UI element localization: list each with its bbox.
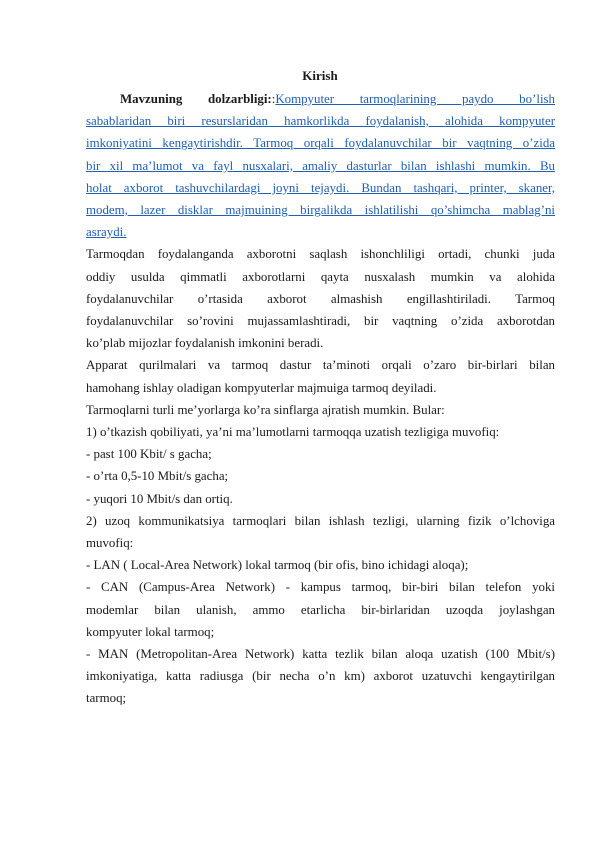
list-heading: 1) o’tkazish qobiliyati, ya’ni ma’lumotlarni tarmoqqa uzatish tezligiga muvofiq: xyxy=(86,425,500,440)
relevance-label: Mavzuning dolzarbligi: xyxy=(120,92,272,106)
text-line: - MAN (Metropolitan-Area Network) katta tezlik bilan aloqa uzatish (100 Mbit/s) xyxy=(86,647,555,662)
list-item: - LAN ( Local-Area Network) lokal tarmoq (bir ofis, bino ichidagi aloqa); xyxy=(86,558,469,573)
document-body xyxy=(86,88,555,710)
text-line: Tarmoqdan foydalanganda axborotni saqlash ishonchliligi ortadi, chunki juda xyxy=(86,247,555,262)
list-item: - o’rta 0,5-10 Mbit/s gacha; xyxy=(86,469,229,484)
text-line: foydalanuvchilar o’rtasida axborot almashish engillashtiriladi. Tarmoq xyxy=(86,291,555,306)
text-line: kompyuter lokal tarmoq; xyxy=(86,624,215,639)
list-heading: muvofiq: xyxy=(86,536,134,551)
list-item xyxy=(86,576,555,643)
relevance-link-line[interactable]: asraydi. xyxy=(86,225,127,240)
page-title: Kirish xyxy=(302,68,338,83)
text-line: tarmoq; xyxy=(86,691,127,706)
relevance-paragraph xyxy=(86,88,555,243)
text-line: Apparat qurilmalari va tarmoq dastur ta’minoti orqali o’zaro bir-birlari bilan xyxy=(86,358,555,373)
list-item: - yuqori 10 Mbit/s dan ortiq. xyxy=(86,491,233,506)
paragraph xyxy=(86,243,555,354)
text-line: foydalanuvchilar so’rovini mujassamlashtiradi, bir vaqtning o’zida axborotdan xyxy=(86,314,555,329)
relevance-link-line[interactable]: modem, lazer disklar majmuining birgalikda ishlatilishi qo’shimcha mablag’ni xyxy=(86,203,555,218)
text-line: imkoniyatiga, katta radiusga (bir necha o’n km) axborot uzatuvchi kengaytirilgan xyxy=(86,669,555,684)
relevance-link-line[interactable]: Kompyuter tarmoqlarining paydo bo’lish xyxy=(275,92,555,106)
relevance-first-line xyxy=(86,88,555,110)
relevance-link-line[interactable]: sabablaridan biri resurslaridan hamkorlikda foydalanish, alohida kompyuter xyxy=(86,114,555,129)
text-line: - CAN (Campus-Area Network) - kampus tarmoq, bir-biri bilan telefon yoki xyxy=(86,580,555,595)
list-item: - past 100 Kbit/ s gacha; xyxy=(86,447,212,462)
paragraph xyxy=(86,354,555,398)
text-line: ko’plab mijozlar foydalanish imkonini beradi. xyxy=(86,336,324,351)
text-line: Tarmoqlarni turli me’yorlarga ko’ra sinflarga ajratish mumkin. Bular: xyxy=(86,402,445,417)
text-line: modemlar bilan ulanish, ammo etarlicha bir-birlaridan uzoqda joylashgan xyxy=(86,602,555,617)
list-heading: 2) uzoq kommunikatsiya tarmoqlari bilan ishlash tezligi, ularning fizik o’lchoviga xyxy=(86,513,555,528)
list-item xyxy=(86,643,555,710)
relevance-link-line[interactable]: bir xil ma’lumot va fayl nusxalari, amaliy dasturlar bilan ishlashi mumkin. Bu xyxy=(86,158,555,173)
text-line: hamohang ishlay oladigan kompyuterlar majmuiga tarmoq deyiladi. xyxy=(86,380,437,395)
relevance-link-line[interactable]: holat axborot tashuvchilardagi joyni tejaydi. Bundan tashqari, printer, skaner, xyxy=(86,180,555,195)
text-line: oddiy usulda qimmatli axborotlarni qayta nusxalash mumkin va alohida xyxy=(86,269,555,284)
paragraph xyxy=(86,510,555,554)
relevance-link-line[interactable]: imkoniyatini kengaytirishdir. Tarmoq orqali foydalanuvchilar bir vaqtning o’zida xyxy=(86,136,555,151)
relevance-separator: : xyxy=(271,92,276,106)
